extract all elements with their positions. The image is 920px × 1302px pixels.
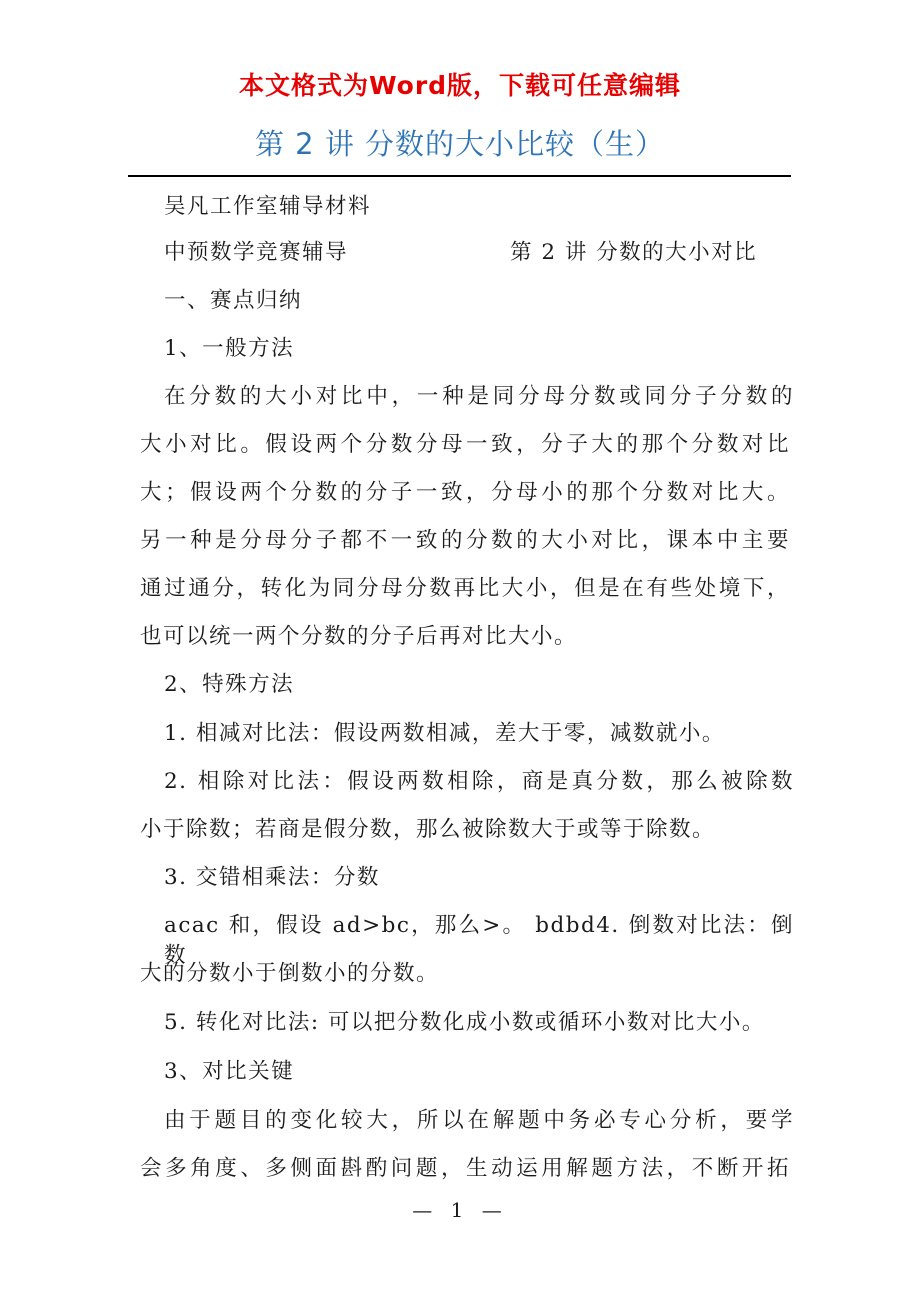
section-heading: 一、赛点归纳 [164, 288, 303, 313]
method-reciprocal-cont: 大的分数小于倒数小的分数。 [140, 961, 440, 986]
course-label: 中预数学竞赛辅导 [164, 240, 349, 265]
page-number: — 1 — [412, 1198, 508, 1222]
subheading-special: 2、特殊方法 [164, 672, 295, 697]
paragraph-line: 也可以统一两个分数的分子后再对比大小。 [140, 624, 578, 649]
paragraph-line: 大小对比。假设两个分数分母一致，分子大的那个分数对比 [140, 432, 790, 457]
paragraph-line: 大；假设两个分数的分子一致，分母小的那个分数对比大。 [140, 480, 790, 505]
course-header [164, 238, 864, 268]
paragraph-line: 会多角度、多侧面斟酌问题，生动运用解题方法，不断开拓 [140, 1156, 790, 1181]
subheading-key: 3、对比关键 [164, 1059, 295, 1084]
method-cross-multiply: 3. 交错相乘法：分数 [164, 865, 380, 890]
lecture-label: 第 2 讲 分数的大小对比 [510, 240, 758, 265]
title-divider [128, 175, 791, 177]
source-line: 吴凡工作室辅导材料 [164, 194, 372, 219]
paragraph-line: 另一种是分母分子都不一致的分数的大小对比，课本中主要 [140, 528, 790, 553]
download-banner: 本文格式为Word版，下载可任意编辑 [238, 71, 682, 100]
paragraph-line: 在分数的大小对比中，一种是同分母分数或同分子分数的 [164, 384, 794, 409]
paragraph-line: 通过通分，转化为同分母分数再比大小，但是在有些处境下， [140, 576, 790, 601]
method-cross-formula: acac 和，假设 ad>bc，那么>。 bdbd4. 倒数对比法：倒数 [164, 913, 794, 968]
page-title: 第 2 讲 分数的大小比较（生） [254, 127, 666, 161]
method-divide: 2. 相除对比法：假设两数相除，商是真分数，那么被除数 [164, 769, 794, 794]
method-divide-cont: 小于除数；若商是假分数，那么被除数大于或等于除数。 [140, 817, 716, 842]
paragraph-line: 由于题目的变化较大，所以在解题中务必专心分析，要学 [164, 1108, 794, 1133]
method-convert: 5. 转化对比法: 可以把分数化成小数或循环小数对比大小。 [164, 1010, 765, 1035]
method-subtract: 1. 相减对比法：假设两数相减，差大于零，减数就小。 [164, 721, 725, 746]
subheading-general: 1、一般方法 [164, 336, 295, 361]
